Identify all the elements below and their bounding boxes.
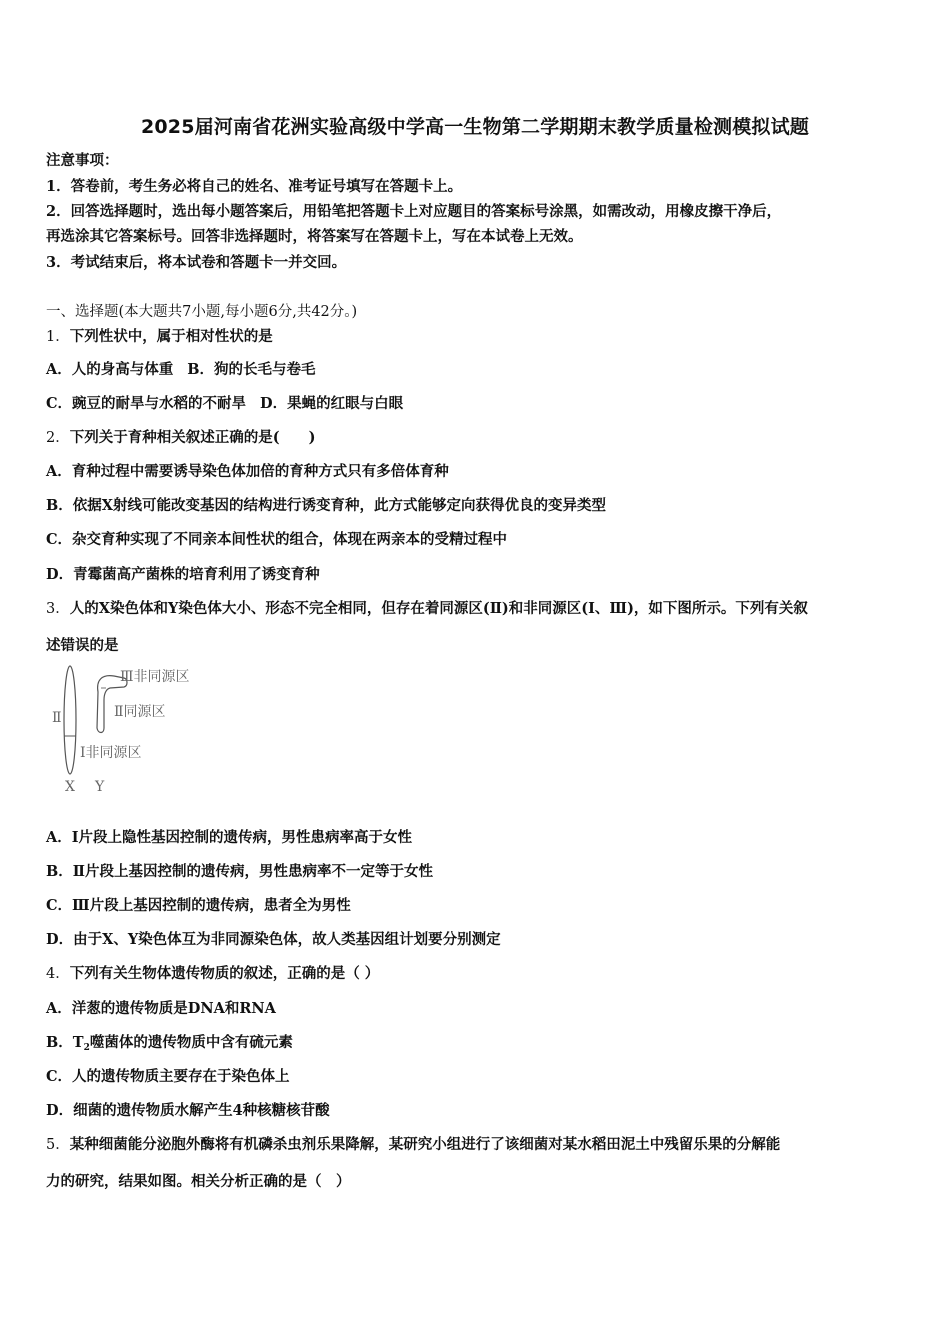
question-1-options-ab: A．人的身高与体重 B．狗的长毛与卷毛 [46, 361, 316, 378]
x-chromosome [64, 666, 76, 774]
question-number: 2． [46, 430, 70, 446]
question-3-option-d: D．由于X、Y染色体互为非同源染色体，故人类基因组计划要分别测定 [46, 931, 501, 948]
label-region-I: Ⅰ非同源区 [80, 745, 142, 761]
question-4-stem: 4．下列有关生物体遗传物质的叙述，正确的是（ ） [46, 965, 380, 982]
notice-heading: 注意事项： [46, 152, 119, 169]
question-3-option-c: C．Ⅲ片段上基因控制的遗传病，患者全为男性 [46, 897, 351, 914]
label-y: Y [95, 779, 105, 795]
page-title: 2025届河南省花洲实验高级中学高一生物第二学期期末教学质量检测模拟试题 [140, 116, 810, 138]
question-number: 4． [46, 966, 70, 982]
label-region-II-left: Ⅱ [52, 710, 62, 726]
question-3-stem-cont: 述错误的是 [46, 637, 119, 654]
question-5-stem: 5．某种细菌能分泌胞外酶将有机磷杀虫剂乐果降解，某研究小组进行了该细菌对某水稻田泥土中残留乐果的分解能 [46, 1136, 781, 1153]
label-region-III: Ⅲ非同源区 [120, 669, 190, 685]
question-4-option-d: D．细菌的遗传物质水解产生4种核糖核苷酸 [46, 1102, 330, 1119]
label-x: X [65, 779, 75, 795]
notice-item: 2．回答选择题时，选出每小题答案后，用铅笔把答题卡上对应题目的答案标号涂黑，如需改动，用橡皮擦干净后， [46, 203, 782, 220]
question-2-stem: 2．下列关于育种相关叙述正确的是( ) [46, 429, 316, 446]
notice-item: 3．考试结束后，将本试卷和答题卡一并交回。 [46, 254, 347, 271]
question-number: 1． [46, 329, 70, 345]
question-3-stem: 3．人的X染色体和Y染色体大小、形态不完全相同，但存在着同源区(Ⅱ)和非同源区(Ⅰ、Ⅲ)，如下图所示。下列有关叙 [46, 600, 808, 617]
question-number: 5． [46, 1137, 70, 1153]
question-4-option-b: B．$T_2$噬菌体的遗传物质中含有硫元素 [46, 1034, 293, 1053]
option-c: 豌豆的耐旱与水稻的不耐旱 [72, 395, 247, 412]
question-5-stem-cont: 力的研究，结果如图。相关分析正确的是（ ） [46, 1173, 351, 1190]
question-2-option-c: C．杂交育种实现了不同亲本间性状的组合，体现在两亲本的受精过程中 [46, 531, 508, 548]
question-4-option-c: C．人的遗传物质主要存在于染色体上 [46, 1068, 290, 1085]
notice-item: 1．答卷前，考生务必将自己的姓名、准考证号填写在答题卡上。 [46, 178, 463, 195]
question-1-stem: 1．下列性状中，属于相对性状的是 [46, 328, 273, 345]
option-a: 人的身高与体重 [71, 361, 174, 378]
xy-chromosome-figure [46, 664, 216, 799]
question-2-option-b: B．依据X射线可能改变基因的结构进行诱变育种，此方式能够定向获得优良的变异类型 [46, 497, 607, 514]
option-b: 狗的长毛与卷毛 [214, 361, 316, 378]
question-1-options-cd: C．豌豆的耐旱与水稻的不耐旱 D．果蝇的红眼与白眼 [46, 395, 404, 412]
option-d: 果蝇的红眼与白眼 [287, 395, 404, 412]
label-region-II: Ⅱ同源区 [114, 704, 166, 720]
question-3-option-a: A．Ⅰ片段上隐性基因控制的遗传病，男性患病率高于女性 [46, 829, 413, 846]
question-number: 3． [46, 601, 70, 617]
question-4-option-a: A．洋葱的遗传物质是DNA和RNA [46, 1000, 276, 1017]
notice-item: 再选涂其它答案标号。回答非选择题时，将答案写在答题卡上，写在本试卷上无效。 [46, 228, 583, 245]
question-2-option-d: D．青霉菌高产菌株的培育利用了诱变育种 [46, 566, 320, 583]
section-heading: 一、选择题(本大题共7小题,每小题6分,共42分。) [46, 304, 358, 320]
question-3-option-b: B．Ⅱ片段上基因控制的遗传病，男性患病率不一定等于女性 [46, 863, 433, 880]
question-2-option-a: A．育种过程中需要诱导染色体加倍的育种方式只有多倍体育种 [46, 463, 449, 480]
